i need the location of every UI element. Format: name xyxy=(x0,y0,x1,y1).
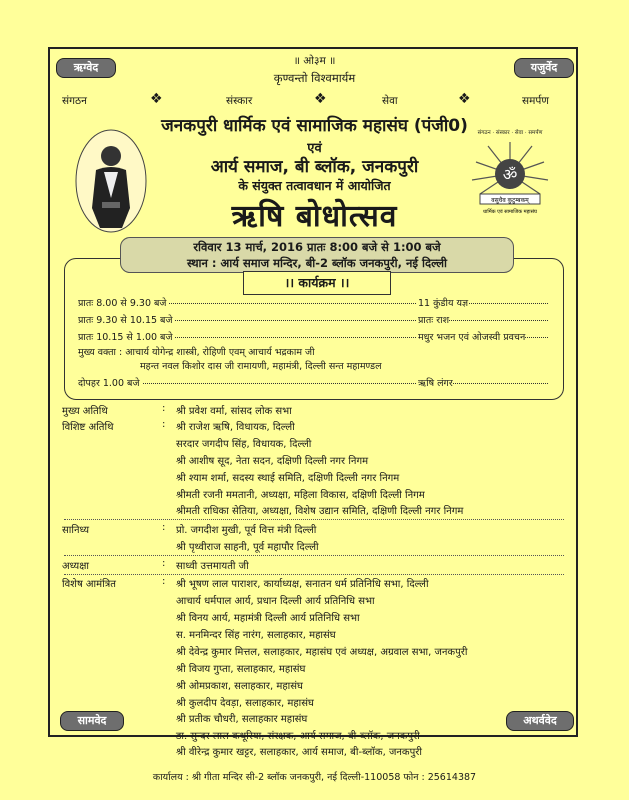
joint-organized-text: के संयुक्त तत्वावधान में आयोजित xyxy=(238,178,391,193)
program-item: प्रातः राश xyxy=(418,315,450,326)
chief-speakers: मुख्य वक्ता : आचार्य योगेन्द्र शास्त्री, रोहिणी एवम् आचार्य भद्रकाम जी xyxy=(78,347,315,358)
guest-name: श्री प्रतीक चौधरी, सलाहकार महासंघ xyxy=(176,714,308,725)
motto-item: सेवा xyxy=(382,95,398,107)
and-text: एवं xyxy=(307,141,322,156)
guest-name: स. मनमिन्दर सिंह नारंग, सलाहकार, महासंघ xyxy=(176,630,336,641)
diamond-icon: ❖ xyxy=(314,91,327,107)
guest-name: श्री कुलदीप देवड़ा, सलाहकार, महासंघ xyxy=(176,698,314,709)
colon: : xyxy=(162,576,166,587)
om-symbol-icon: ॐ xyxy=(502,165,518,184)
logo-arc-text: संगठन · संस्कार · सेवा · समर्पण xyxy=(477,130,543,136)
guest-name: डा. सुन्दर लाल कथूरिया, संरक्षक, आर्य समाज, बी-ब्लॉक, जनकपुरी xyxy=(176,731,420,742)
program-heading: ।। कार्यक्रम ।। xyxy=(243,271,391,295)
veda-top-right-badge: यजुर्वेद xyxy=(514,58,574,78)
guest-name: श्री श्याम शर्मा, सदस्य स्थाई समिति, दक्षिणी दिल्ली नगर निगम xyxy=(176,473,400,484)
guest-category-label: विशेष आमंत्रित xyxy=(62,579,116,590)
guest-name: श्रीमती राधिका सेतिया, अध्यक्षा, विशेष उद्यान समिति, दक्षिणी दिल्ली नगर निगम xyxy=(176,506,464,517)
program-item: मधुर भजन एवं ओजस्वी प्रवचन xyxy=(418,332,526,343)
guest-name: श्री विनय आर्य, महामंत्री दिल्ली आर्य प्रतिनिधि सभा xyxy=(176,613,360,624)
guest-name: श्री प्रवेश वर्मा, सांसद लोक सभा xyxy=(176,406,292,417)
logo-subtitle: धार्मिक एवं सामाजिक महासंघ xyxy=(483,209,537,215)
program-row xyxy=(78,296,548,310)
mahasangh-logo xyxy=(466,136,554,220)
program-row xyxy=(78,330,548,344)
guest-category-label: मुख्य अतिथि xyxy=(62,406,108,417)
logo-banner-text: वसुधैव कुटुम्बकम् xyxy=(491,197,529,204)
event-date: रविवार 13 मार्च, 2016 प्रातः 8:00 बजे से 1:00 बजे xyxy=(193,240,441,254)
divider xyxy=(64,574,564,575)
program-time: प्रातः 10.15 से 1.00 बजे xyxy=(78,332,173,343)
guest-name: आचार्य धर्मपाल आर्य, प्रधान दिल्ली आर्य प्रतिनिधि सभा xyxy=(176,596,375,607)
program-row xyxy=(78,313,548,327)
chief-speakers-cont: महन्त नवल किशोर दास जी रामायणी, महामंत्री, दिल्ली सन्त महामण्डल xyxy=(140,361,382,372)
veda-top-left-badge: ऋग्वेद xyxy=(56,58,116,78)
guest-name: प्रो. जगदीश मुखी, पूर्व वित्त मंत्री दिल्ली xyxy=(176,525,317,536)
guest-name: श्री राजेश ऋषि, विधायक, दिल्ली xyxy=(176,422,295,433)
guest-name: श्री वीरेन्द्र कुमार खट्टर, सलाहकार, आर्य समाज, बी-ब्लॉक, जनकपुरी xyxy=(176,747,422,758)
program-time: दोपहर 1.00 बजे xyxy=(78,378,140,389)
guest-name: सरदार जगदीप सिंह, विधायक, दिल्ली xyxy=(176,439,312,450)
program-item: 11 कुंडीय यज्ञ xyxy=(418,298,469,309)
colon: : xyxy=(162,403,166,414)
guest-name: श्री विजय गुप्ता, सलाहकार, महासंघ xyxy=(176,664,306,675)
event-venue: स्थान : आर्य समाज मन्दिर, बी-2 ब्लॉक जनकपुरी, नई दिल्ली xyxy=(186,256,448,270)
organization-title: जनकपुरी धार्मिक एवं सामाजिक महासंघ (पंजी0) xyxy=(161,116,468,136)
motto-item: समर्पण xyxy=(522,95,549,107)
diamond-icon: ❖ xyxy=(150,91,163,107)
guest-category-label: अध्यक्षा xyxy=(62,561,89,572)
divider xyxy=(64,519,564,520)
sloka-line: कृण्वन्तो विश्वमार्यम xyxy=(273,71,356,85)
colon: : xyxy=(162,558,166,569)
guest-name: श्रीमती रजनी ममतानी, अध्यक्षा, महिला विकास, दक्षिणी दिल्ली निगम xyxy=(176,490,425,501)
colon: : xyxy=(162,522,166,533)
guest-name: श्री पृथ्वीराज साहनी, पूर्व महापौर दिल्ली xyxy=(176,542,319,553)
divider xyxy=(64,555,564,556)
guest-name: साध्वी उत्तमायती जी xyxy=(176,561,249,572)
veda-bottom-left-badge: सामवेद xyxy=(60,711,124,731)
guest-name: श्री देवेन्द्र कुमार मित्तल, सलाहकार, महासंघ एवं अध्यक्ष, अग्रवाल सभा, जनकपुरी xyxy=(176,647,468,658)
guest-name: श्री भूषण लाल पाराशर, कार्याध्यक्ष, सनातन धर्म प्रतिनिधि सभा, दिल्ली xyxy=(176,579,429,590)
guest-category-label: सानिध्य xyxy=(62,525,90,536)
office-address-footer: कार्यालय : श्री गीता मन्दिर सी-2 ब्लॉक जनकपुरी, नई दिल्ली-110058 फोन : 25614387 xyxy=(152,772,477,783)
veda-bottom-right-badge: अथर्ववेद xyxy=(506,711,574,731)
program-time: प्रातः 9.30 से 10.15 बजे xyxy=(78,315,173,326)
event-title: ऋषि बोधोत्सव xyxy=(231,199,398,234)
program-row xyxy=(78,376,548,390)
arya-samaj-title: आर्य समाज, बी ब्लॉक, जनकपुरी xyxy=(210,157,419,177)
motto-item: संस्कार xyxy=(226,95,253,107)
motto-item: संगठन xyxy=(62,95,87,107)
date-venue-box xyxy=(120,237,514,273)
program-item: ऋषि लंगर xyxy=(418,378,453,389)
guest-category-label: विशिष्ट अतिथि xyxy=(62,422,114,433)
guest-name: श्री ओमप्रकाश, सलाहकार, महासंघ xyxy=(176,681,303,692)
diamond-icon: ❖ xyxy=(458,91,471,107)
colon: : xyxy=(162,419,166,430)
om-heading: ॥ ओ३म ॥ xyxy=(293,55,336,67)
program-time: प्रातः 8.00 से 9.30 बजे xyxy=(78,298,167,309)
guest-name: श्री आशीष सूद, नेता सदन, दक्षिणी दिल्ली नगर निगम xyxy=(176,456,369,467)
